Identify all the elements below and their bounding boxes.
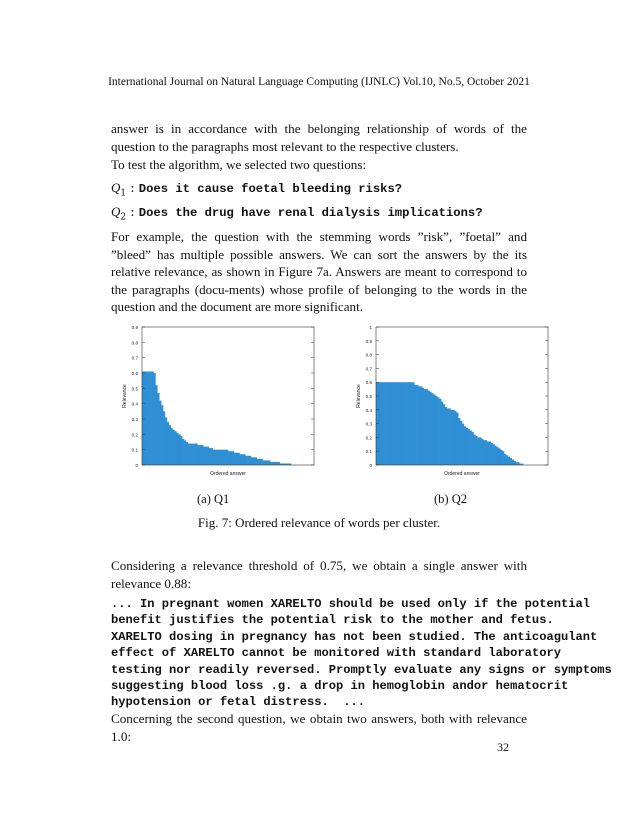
y-tick-label: 0.5 — [131, 386, 138, 392]
bar — [268, 460, 270, 465]
bar — [498, 448, 500, 465]
bar — [194, 444, 196, 465]
paragraph-second: Concerning the second question, we obtain two answers, both with relevance 1.0: — [111, 711, 527, 744]
bar — [192, 444, 194, 465]
bar — [148, 371, 150, 465]
y-tick-label: 0.4 — [131, 401, 138, 407]
bar — [460, 421, 462, 465]
bar — [144, 371, 146, 465]
bar — [238, 453, 240, 465]
bar — [473, 435, 475, 465]
y-tick-label: 1 — [369, 325, 372, 330]
bar — [146, 371, 148, 465]
bar — [387, 382, 389, 465]
bar — [508, 457, 510, 465]
y-tick-label: 0.7 — [365, 366, 372, 372]
bar — [517, 462, 519, 465]
bar — [174, 431, 176, 465]
bar — [420, 386, 422, 465]
bar — [262, 460, 264, 465]
bar — [272, 462, 274, 465]
page-number: 32 — [497, 740, 509, 754]
code-line: testing nor readily reversed. Promptly evaluate any signs or symptoms — [111, 662, 612, 677]
bar — [196, 444, 198, 465]
bar — [230, 451, 232, 465]
bar — [188, 444, 190, 465]
code-excerpt — [111, 596, 612, 711]
bar — [163, 411, 165, 465]
y-tick-label: 0 — [135, 463, 138, 468]
bar — [266, 460, 268, 465]
bar — [236, 453, 238, 465]
question-2-text: Does the drug have renal dialysis implications? — [138, 206, 483, 220]
bar — [514, 461, 516, 465]
y-tick-label: 0.3 — [131, 417, 138, 422]
bar — [155, 385, 157, 465]
bar — [180, 436, 182, 465]
bar — [472, 432, 474, 465]
question-2-label: Q — [111, 204, 121, 219]
code-line: ... In pregnant women XARELTO should be used only if the potential — [111, 597, 590, 611]
bar — [153, 373, 155, 465]
bar — [190, 444, 192, 465]
bar — [500, 450, 502, 465]
bar — [412, 382, 414, 465]
bar — [403, 382, 405, 465]
bar — [470, 431, 472, 466]
y-tick-label: 0.2 — [365, 435, 372, 441]
bar — [270, 462, 272, 465]
bar — [169, 425, 171, 465]
bar — [382, 382, 384, 465]
bar — [171, 428, 173, 465]
y-tick-label: 0.5 — [365, 394, 372, 399]
bar — [389, 382, 391, 465]
bar — [217, 450, 219, 465]
bar — [424, 389, 426, 465]
bar — [422, 388, 424, 465]
bar — [433, 395, 435, 465]
bar — [443, 404, 445, 465]
bar — [380, 382, 382, 465]
y-axis-label: Relevance — [122, 384, 128, 408]
bar — [278, 462, 280, 465]
bar — [386, 382, 388, 465]
bar — [489, 442, 491, 465]
bar — [184, 440, 186, 465]
bar — [274, 462, 276, 465]
bar — [502, 451, 504, 465]
bar — [485, 440, 487, 465]
bar — [186, 442, 188, 465]
bar — [167, 422, 169, 465]
bar — [241, 454, 243, 465]
y-tick-label: 0.1 — [131, 447, 138, 453]
chart-q2 — [346, 322, 556, 484]
bar — [479, 437, 481, 465]
bar — [152, 371, 154, 465]
bar — [201, 445, 203, 465]
question-1-sub: 1 — [120, 188, 127, 199]
paragraph-example: For example, the question with the stemming words ”risk”, ”foetal” and ”bleed” has multiple possible answers. We can sort the answers by the its relative relevance, as shown in Figure 7a. Answers are meant to correspond to the paragraphs (docu-ments) whose profile of belonging to the words in the question and the document are more significant. — [111, 229, 527, 314]
bar — [264, 460, 266, 465]
bar — [451, 410, 453, 465]
bar — [159, 401, 161, 465]
bar — [224, 450, 226, 465]
bar — [259, 459, 261, 465]
bar — [161, 405, 163, 465]
bar — [416, 385, 418, 465]
bar — [215, 450, 217, 465]
bar — [441, 402, 443, 465]
bar — [218, 450, 220, 465]
y-tick-label: 0.9 — [131, 325, 138, 330]
bar — [384, 382, 386, 465]
y-tick-label: 0 — [369, 463, 372, 468]
bar — [182, 439, 184, 465]
bar — [178, 434, 180, 465]
y-tick-label: 0.8 — [131, 340, 138, 346]
bar — [251, 457, 253, 465]
bar — [454, 411, 456, 465]
paragraph-threshold: Considering a relevance threshold of 0.75, we obtain a single answer with relevance 0.88: — [111, 558, 527, 591]
bar — [475, 436, 477, 465]
code-line: suggesting blood loss .g. a drop in hemoglobin andor hematocrit — [111, 679, 569, 694]
bar — [176, 433, 178, 465]
bar — [207, 447, 209, 465]
bar — [232, 451, 234, 465]
figure-caption: Fig. 7: Ordered relevance of words per cluster. — [197, 515, 441, 530]
bar — [142, 371, 144, 465]
bar — [414, 385, 416, 465]
bar — [253, 457, 255, 465]
bar — [157, 393, 159, 465]
bar — [483, 440, 485, 465]
bar — [173, 430, 175, 465]
bar — [222, 450, 224, 465]
code-line: XARELTO dosing in pregnancy has not been studied. The anticoagulant — [111, 629, 598, 644]
paragraph-test: To test the algorithm, we selected two questions: — [111, 157, 367, 172]
bar — [234, 453, 236, 465]
bar — [213, 450, 215, 465]
bar — [209, 448, 211, 465]
bar — [197, 445, 199, 465]
bar — [435, 396, 437, 465]
y-tick-label: 0.9 — [365, 338, 372, 344]
bar — [428, 390, 430, 465]
bar — [466, 428, 468, 465]
bar — [243, 454, 245, 465]
question-1: $Q_1$ : Does it cause foetal bleeding risks? — [111, 180, 403, 199]
bar — [481, 439, 483, 465]
bar — [393, 382, 395, 465]
y-tick-label: 0.1 — [365, 449, 372, 455]
bar — [399, 382, 401, 465]
bar — [228, 451, 230, 465]
y-tick-label: 0.4 — [365, 407, 372, 413]
bar — [437, 397, 439, 465]
question-2-sub: 2 — [120, 212, 127, 223]
bar — [211, 448, 213, 465]
bar — [445, 407, 447, 465]
bar — [397, 382, 399, 465]
bar — [496, 447, 498, 465]
journal-header: International Journal on Natural Language Computing (IJNLC) Vol.10, No.5, October 2021 — [108, 76, 530, 88]
question-1-label: Q — [111, 180, 121, 195]
bar — [199, 445, 201, 465]
bar — [249, 456, 251, 465]
bar — [405, 382, 407, 465]
bar — [220, 450, 222, 465]
bar — [239, 454, 241, 465]
bar — [452, 410, 454, 465]
bar — [401, 382, 403, 465]
bar — [491, 443, 493, 465]
bar — [506, 455, 508, 465]
y-axis-label: Relevance — [356, 384, 362, 408]
y-tick-label: 0.8 — [365, 352, 372, 358]
bar — [487, 442, 489, 465]
bar — [255, 457, 257, 465]
subcaption-a: (a) Q1 — [197, 492, 230, 506]
y-tick-label: 0.7 — [131, 355, 138, 361]
x-axis-label: Ordered answer — [444, 471, 480, 477]
bar — [510, 458, 512, 465]
bar — [439, 399, 441, 465]
y-tick-label: 0.2 — [131, 432, 138, 438]
bar — [226, 450, 228, 465]
bar — [431, 393, 433, 465]
bar — [512, 459, 514, 465]
bar — [516, 462, 518, 465]
bar — [447, 408, 449, 465]
bar — [430, 392, 432, 465]
bar — [449, 408, 451, 465]
question-1-text: Does it cause foetal bleeding risks? — [138, 182, 403, 196]
bar — [205, 447, 207, 465]
bar — [165, 417, 167, 465]
bar — [395, 382, 397, 465]
bar — [464, 426, 466, 465]
bar — [477, 437, 479, 465]
bar — [391, 382, 393, 465]
paragraph-intro: answer is in accordance with the belonging relationship of words of the question to the paragraphs most relevant to the respective clusters. — [111, 121, 527, 154]
bar — [494, 446, 496, 465]
chart-q1 — [112, 322, 322, 484]
bar — [493, 444, 495, 465]
bar — [247, 456, 249, 465]
bar — [150, 371, 152, 465]
bar — [410, 382, 412, 465]
y-tick-label: 0.6 — [365, 380, 372, 386]
bar — [468, 429, 470, 465]
bar — [456, 413, 458, 465]
bar — [257, 459, 259, 465]
bar — [203, 447, 205, 465]
code-line: benefit justifies the potential risk to the mother and fetus. — [111, 613, 554, 628]
bar — [408, 382, 410, 465]
bar — [245, 456, 247, 465]
bar — [504, 454, 506, 465]
bar — [276, 462, 278, 465]
bar — [458, 418, 460, 465]
subcaption-b: (b) Q2 — [434, 492, 467, 506]
bar — [407, 382, 409, 465]
y-tick-label: 0.3 — [365, 421, 372, 427]
x-axis-label: Ordered answer — [210, 471, 246, 477]
bar — [418, 386, 420, 465]
code-line: effect of XARELTO cannot be monitored with standard laboratory — [111, 646, 561, 661]
bar — [260, 459, 262, 465]
bar — [426, 389, 428, 465]
code-line: hypotension or fetal distress. ... — [111, 695, 366, 710]
question-2: $Q_2$ : Does the drug have renal dialysis implications? — [111, 204, 483, 223]
y-tick-label: 0.6 — [131, 371, 138, 376]
bar — [462, 424, 464, 465]
